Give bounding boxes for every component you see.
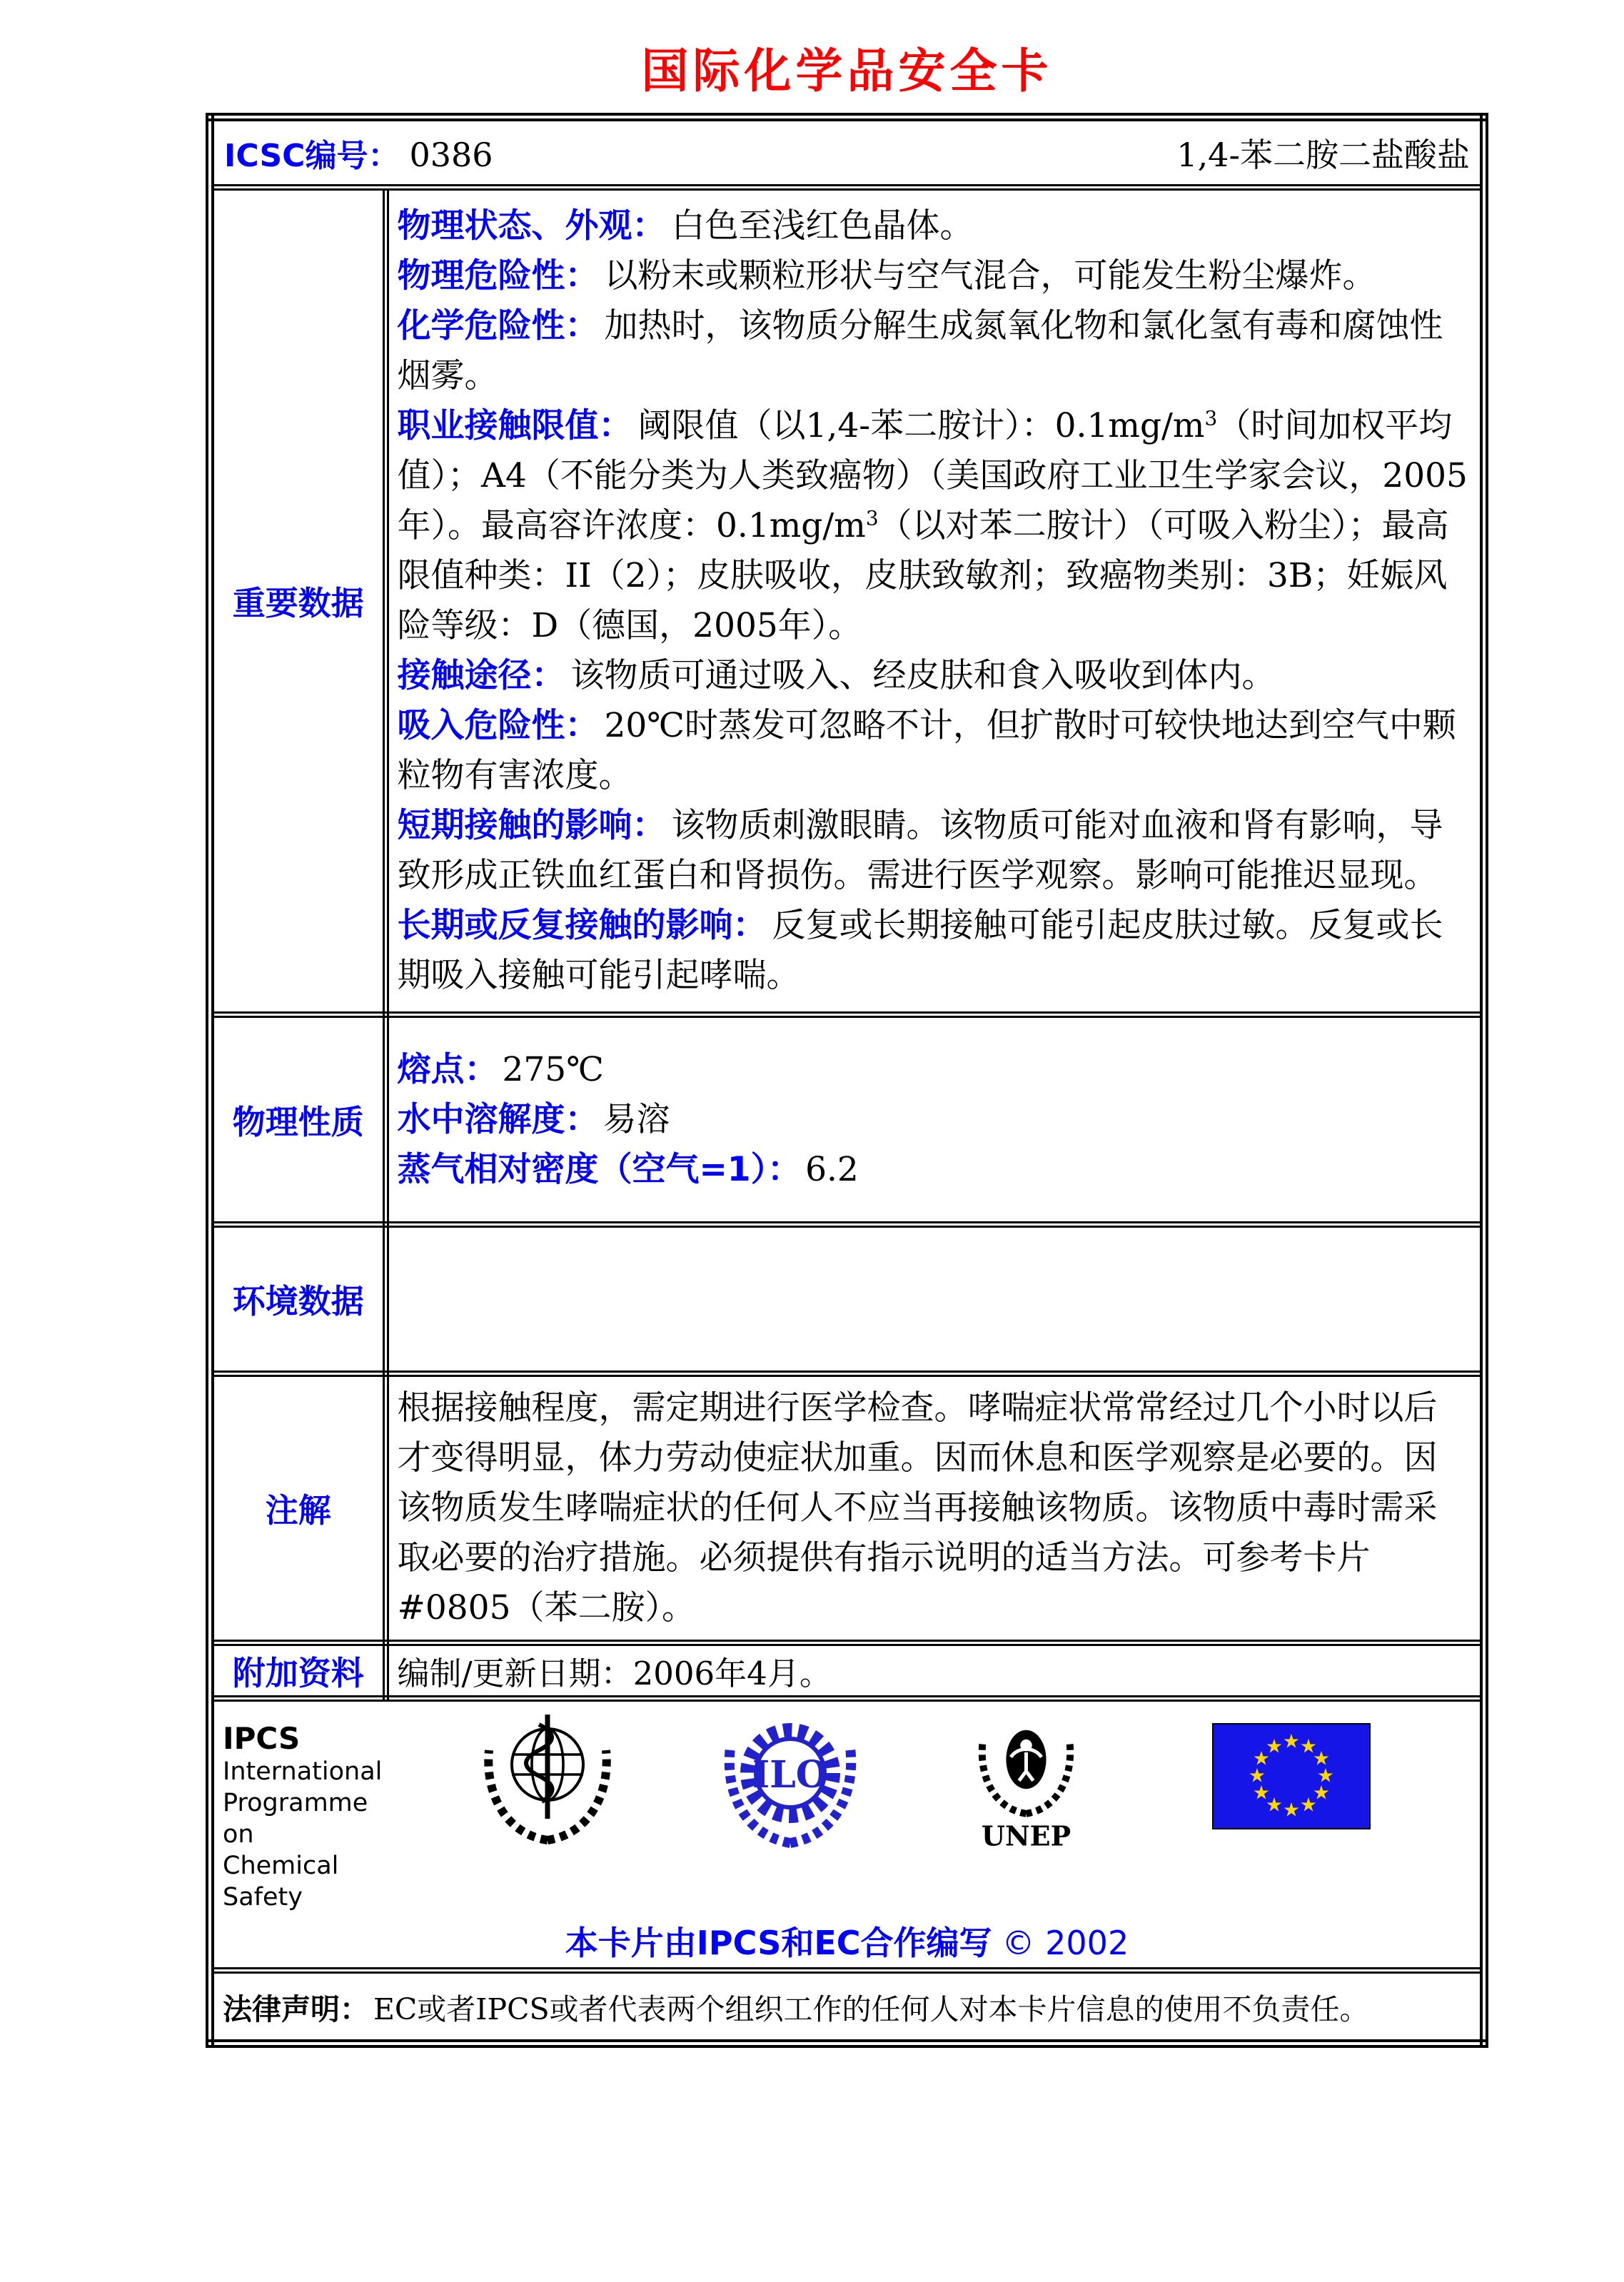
vapor-density-line [398, 1145, 1469, 1195]
short-term-effects-item [398, 801, 1469, 901]
long-term-effects-item [398, 901, 1469, 1001]
unep-logo-icon [967, 1707, 1085, 1852]
row-label-physical-properties: 物理性质 [210, 1015, 385, 1225]
occupational-exposure-limits-item [398, 401, 1469, 651]
icsc-card-table [206, 113, 1488, 2048]
environmental-data-content [385, 1225, 1484, 1374]
eu-star: ★ [1282, 1730, 1301, 1753]
legal-row [210, 1971, 1484, 2044]
ipcs-line: International [223, 1757, 383, 1786]
eu-star: ★ [1252, 1747, 1271, 1770]
eu-star: ★ [1248, 1764, 1266, 1787]
eu-star: ★ [1265, 1735, 1283, 1758]
physical-danger-item [398, 251, 1469, 301]
superscript-3: 3 [1204, 406, 1218, 430]
ipcs-line: Programme on [223, 1789, 368, 1849]
field-label: 水中溶解度： [397, 1099, 599, 1139]
who-logo-icon [476, 1707, 619, 1850]
chemical-name: 1,4-苯二胺二盐酸盐 [1176, 136, 1470, 174]
credit-line [214, 1917, 1480, 1964]
eu-star: ★ [1299, 1794, 1318, 1817]
icsc-number-value: 0386 [409, 136, 493, 174]
page-title: 国际化学品安全卡 [641, 43, 1053, 99]
field-text: 反复或长期接触可能引起皮肤过敏。反复或长期吸入接触可能引起哮喘。 [397, 906, 1443, 995]
physical-properties-row [210, 1015, 1484, 1225]
eu-star: ★ [1252, 1782, 1271, 1804]
notes-row [210, 1374, 1484, 1643]
field-label: 蒸气相对密度（空气=1）： [397, 1149, 802, 1189]
field-label: 长期或反复接触的影响： [397, 906, 767, 945]
important-data-row [210, 188, 1484, 1015]
field-text: 20℃时蒸发可忽略不计，但扩散时可较快地达到空气中颗粒物有害浓度。 [397, 706, 1456, 795]
water-solubility-line [398, 1095, 1469, 1145]
eu-star: ★ [1312, 1782, 1331, 1804]
legal-text: EC或者IPCS或者代表两个组织工作的任何人对本卡片信息的使用不负责任。 [373, 1991, 1369, 2026]
ilo-logo-icon [719, 1707, 862, 1850]
notes-content: 根据接触程度，需定期进行医学检查。哮喘症状常常经过几个小时以后才变得明显，体力劳动使症状加重。因而休息和医学观察是必要的。因该物质发生哮喘症状的任何人不应当再接触该物质。该物质中毒时需采取必要的治疗措施。必须提供有指示说明的适当方法。可参考卡片#0805（苯二胺）。 [385, 1374, 1484, 1643]
row-label-additional-info: 附加资料 [210, 1643, 385, 1699]
credit-text: 本卡片由IPCS和EC合作编写 [565, 1924, 992, 1962]
eu-star: ★ [1312, 1747, 1331, 1770]
field-label: 接触途径： [397, 656, 565, 695]
field-text: 该物质可通过吸入、经皮肤和食入吸收到体内。 [570, 656, 1276, 695]
ipcs-text-block [223, 1722, 405, 1913]
icsc-number-label: ICSC编号： [224, 138, 400, 174]
field-text: 阈限值（以1,4-苯二胺计）：0.1mg/m [637, 406, 1205, 445]
additional-info-content: 编制/更新日期：2006年4月。 [385, 1643, 1484, 1699]
header-row [210, 117, 1484, 188]
superscript-3: 3 [865, 506, 879, 530]
eu-star: ★ [1316, 1764, 1335, 1787]
physical-state-item [398, 201, 1469, 251]
field-label: 吸入危险性： [397, 706, 599, 745]
field-text: 白色至浅红色晶体。 [671, 206, 974, 246]
melting-point-line [398, 1045, 1469, 1095]
chemical-danger-item [398, 301, 1469, 401]
inhalation-risk-item [398, 701, 1469, 801]
field-label: 短期接触的影响： [397, 806, 666, 845]
field-label: 物理状态、外观： [397, 206, 666, 246]
field-value: 6.2 [805, 1149, 859, 1189]
exposure-routes-item [398, 651, 1469, 701]
physical-properties-content [385, 1015, 1484, 1225]
eu-star: ★ [1265, 1794, 1283, 1817]
ilo-letters: ILO [752, 1753, 829, 1797]
legal-label: 法律声明： [223, 1991, 369, 2026]
field-label: 熔点： [397, 1049, 498, 1089]
icsc-number-group [224, 130, 493, 176]
logos-row [210, 1699, 1484, 1971]
eu-star: ★ [1299, 1735, 1318, 1758]
field-text: （以对苯二胺计）（可吸入粉尘）；最高限值种类：II（2）；皮肤吸收，皮肤致敏剂；致癌物类别：3B；妊娠风险等级：D（德国，2005年）。 [397, 506, 1449, 645]
field-text: （时间加权平均值）；A4（不能分类为人类致癌物）（美国政府工业卫生学家会议，2005年）。最高容许浓度：0.1mg/m [397, 406, 1468, 545]
field-text: 加热时，该物质分解生成氮氧化物和氯化氢有毒和腐蚀性烟雾。 [397, 306, 1443, 395]
row-label-environmental-data: 环境数据 [210, 1225, 385, 1374]
field-label: 职业接触限值： [397, 406, 632, 445]
logos-cell [210, 1699, 1484, 1971]
eu-star: ★ [1282, 1799, 1301, 1822]
field-value: 易溶 [602, 1099, 670, 1139]
field-text: 以粉末或颗粒形状与空气混合，可能发生粉尘爆炸。 [604, 256, 1376, 296]
field-text: 该物质刺激眼睛。该物质可能对血液和肾有影响，导致形成正铁血红蛋白和肾损伤。需进行医学观察。影响可能推迟显现。 [397, 806, 1443, 895]
legal-cell [210, 1971, 1484, 2044]
field-value: 275℃ [502, 1049, 604, 1089]
unep-caption: UNEP [981, 1819, 1071, 1852]
ipcs-line: Chemical Safety [223, 1852, 339, 1912]
row-label-notes: 注解 [210, 1374, 385, 1643]
field-label: 物理危险性： [397, 256, 599, 296]
credit-copyright: © 2002 [1002, 1924, 1129, 1962]
eu-flag-icon [1212, 1723, 1371, 1829]
field-label: 化学危险性： [397, 306, 599, 345]
additional-info-row [210, 1643, 1484, 1699]
header-cell [210, 117, 1484, 188]
important-data-content [385, 188, 1484, 1015]
row-label-important-data: 重要数据 [210, 188, 385, 1015]
environmental-data-row [210, 1225, 1484, 1374]
ipcs-title: IPCS [223, 1721, 301, 1756]
